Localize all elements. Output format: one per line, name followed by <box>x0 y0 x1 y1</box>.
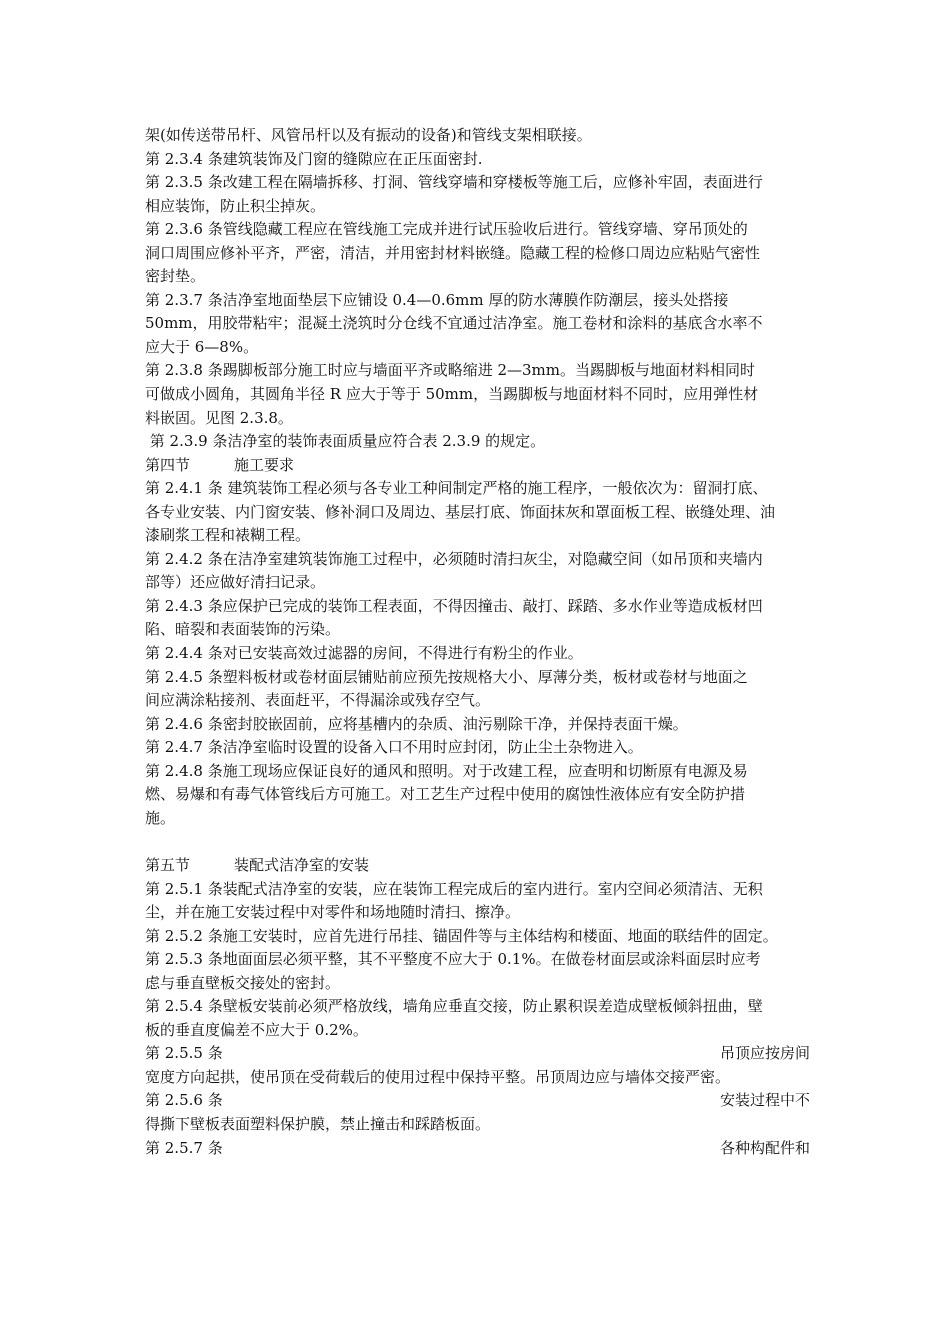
article-text-start: 各种构配件和 <box>719 1138 810 1157</box>
text-line: 部等）还应做好清扫记录。 <box>145 573 326 592</box>
article-text-start: 吊顶应按房间 <box>719 1044 810 1063</box>
section-title: 施工要求 <box>234 455 295 474</box>
text-line: 第 2.3.9 条洁净室的装饰表面质量应符合表 2.3.9 的规定。 <box>145 432 546 451</box>
text-line: 漆刷浆工程和裱糊工程。 <box>145 526 311 545</box>
text-line: 应大于 6—8%。 <box>145 337 259 356</box>
text-line: 第 2.4.2 条在洁净室建筑装饰施工过程中，必须随时清扫灰尘，对隐藏空间（如吊顶和夹墙内 <box>145 549 763 568</box>
section-heading-4 <box>145 454 810 478</box>
document-body <box>145 124 810 1160</box>
article-text-start: 安装过程中不 <box>719 1091 810 1110</box>
text-line: 第 2.3.6 条管线隐藏工程应在管线施工完成并进行试压验收后进行。管线穿墙、穿吊顶处的 <box>145 220 748 239</box>
text-line: 虑与垂直壁板交接处的密封。 <box>145 973 341 992</box>
text-line: 第 2.4.7 条洁净室临时设置的设备入口不用时应封闭，防止尘土杂物进入。 <box>145 738 643 757</box>
text-line: 第 2.5.1 条装配式洁净室的安装，应在装饰工程完成后的室内进行。室内空间必须清洁、无积 <box>145 879 763 898</box>
text-line: 第 2.5.3 条地面面层必须平整，其不平整度不应大于 0.1%。在做卷材面层或涂料面层时应考 <box>145 950 761 969</box>
text-line: 板的垂直度偏差不应大于 0.2%。 <box>145 1020 368 1039</box>
article-number: 第 2.5.7 条 <box>145 1138 223 1157</box>
text-line: 第 2.3.7 条洁净室地面垫层下应铺设 0.4—0.6mm 厚的防水薄膜作防潮层，接头处搭接 <box>145 290 729 309</box>
text-line: 间应满涂粘接剂、表面赶平，不得漏涂或残存空气。 <box>145 691 491 710</box>
text-line: 陷、暗裂和表面装饰的污染。 <box>145 620 341 639</box>
article-2-5-6 <box>145 1089 810 1113</box>
article-number: 第 2.5.5 条 <box>145 1044 223 1063</box>
text-line: 燃、易爆和有毒气体管线后方可施工。对工艺生产过程中使用的腐蚀性液体应有安全防护措 <box>145 785 746 804</box>
article-2-5-5 <box>145 1042 810 1066</box>
article-number: 第 2.5.6 条 <box>145 1091 223 1110</box>
blank-line <box>145 830 810 854</box>
text-line: 洞口周围应修补平齐，严密，清洁，并用密封材料嵌缝。隐藏工程的检修口周边应粘贴气密性 <box>145 243 761 262</box>
section-number: 第四节 <box>145 455 191 474</box>
text-line: 宽度方向起拱，使吊顶在受荷载后的使用过程中保持平整。吊顶周边应与墙体交接严密。 <box>145 1067 731 1086</box>
text-line: 第 2.4.1 条 建筑装饰工程必须与各专业工种间制定严格的施工程序，一般依次为：留洞打底、 <box>145 479 768 498</box>
text-line: 尘，并在施工安装过程中对零件和场地随时清扫、擦净。 <box>145 903 521 922</box>
text-line: 料嵌固。见图 2.3.8。 <box>145 408 293 427</box>
text-line: 施。 <box>145 808 176 827</box>
text-line: 架(如传送带吊杆、风管吊杆以及有振动的设备)和管线支架相联接。 <box>145 126 592 144</box>
text-line: 第 2.3.8 条踢脚板部分施工时应与墙面平齐或略缩进 2—3mm。当踢脚板与地面材料相同时 <box>145 361 756 380</box>
article-2-5-7 <box>145 1137 810 1161</box>
section-heading-5 <box>145 854 810 878</box>
section-number: 第五节 <box>145 855 191 874</box>
text-line: 得撕下壁板表面塑料保护膜，禁止撞击和踩踏板面。 <box>145 1114 491 1133</box>
text-line: 第 2.5.4 条壁板安装前必须严格放线，墙角应垂直交接，防止累积误差造成壁板倾斜扭曲，壁 <box>145 997 763 1016</box>
text-line: 第 2.3.5 条改建工程在隔墙拆移、打洞、管线穿墙和穿楼板等施工后，应修补牢固，表面进行 <box>145 173 763 192</box>
text-line: 第 2.3.4 条建筑装饰及门窗的缝隙应在正压面密封. <box>145 149 483 168</box>
text-line: 第 2.4.5 条塑料板材或卷材面层铺贴前应预先按规格大小、厚薄分类，板材或卷材与地面之 <box>145 667 748 686</box>
text-line: 密封垫。 <box>145 267 206 286</box>
text-line: 相应装饰，防止积尘掉灰。 <box>145 196 326 215</box>
text-line: 第 2.4.3 条应保护已完成的装饰工程表面，不得因撞击、敲打、踩踏、多水作业等造成板材凹 <box>145 596 763 615</box>
text-line: 可做成小圆角，其圆角半径 R 应大于等于 50mm，当踢脚板与地面材料不同时，应用弹性材 <box>145 385 759 404</box>
text-line: 各专业安装、内门窗安装、修补洞口及周边、基层打底、饰面抹灰和罩面板工程、嵌缝处理、油 <box>145 502 776 521</box>
text-line: 第 2.4.8 条施工现场应保证良好的通风和照明。对于改建工程，应查明和切断原有电源及易 <box>145 761 748 780</box>
text-line: 50mm，用胶带粘牢；混凝土浇筑时分仓线不宜通过洁净室。施工卷材和涂料的基底含水率不 <box>145 314 763 333</box>
text-line: 第 2.4.4 条对已安装高效过滤器的房间，不得进行有粉尘的作业。 <box>145 644 583 663</box>
text-line: 第 2.5.2 条施工安装时，应首先进行吊挂、锚固件等与主体结构和楼面、地面的联结件的固定。 <box>145 926 778 945</box>
text-line: 第 2.4.6 条密封胶嵌固前，应将基槽内的杂质、油污剔除干净，并保持表面干燥。 <box>145 714 688 733</box>
section-title: 装配式洁净室的安装 <box>234 855 370 874</box>
